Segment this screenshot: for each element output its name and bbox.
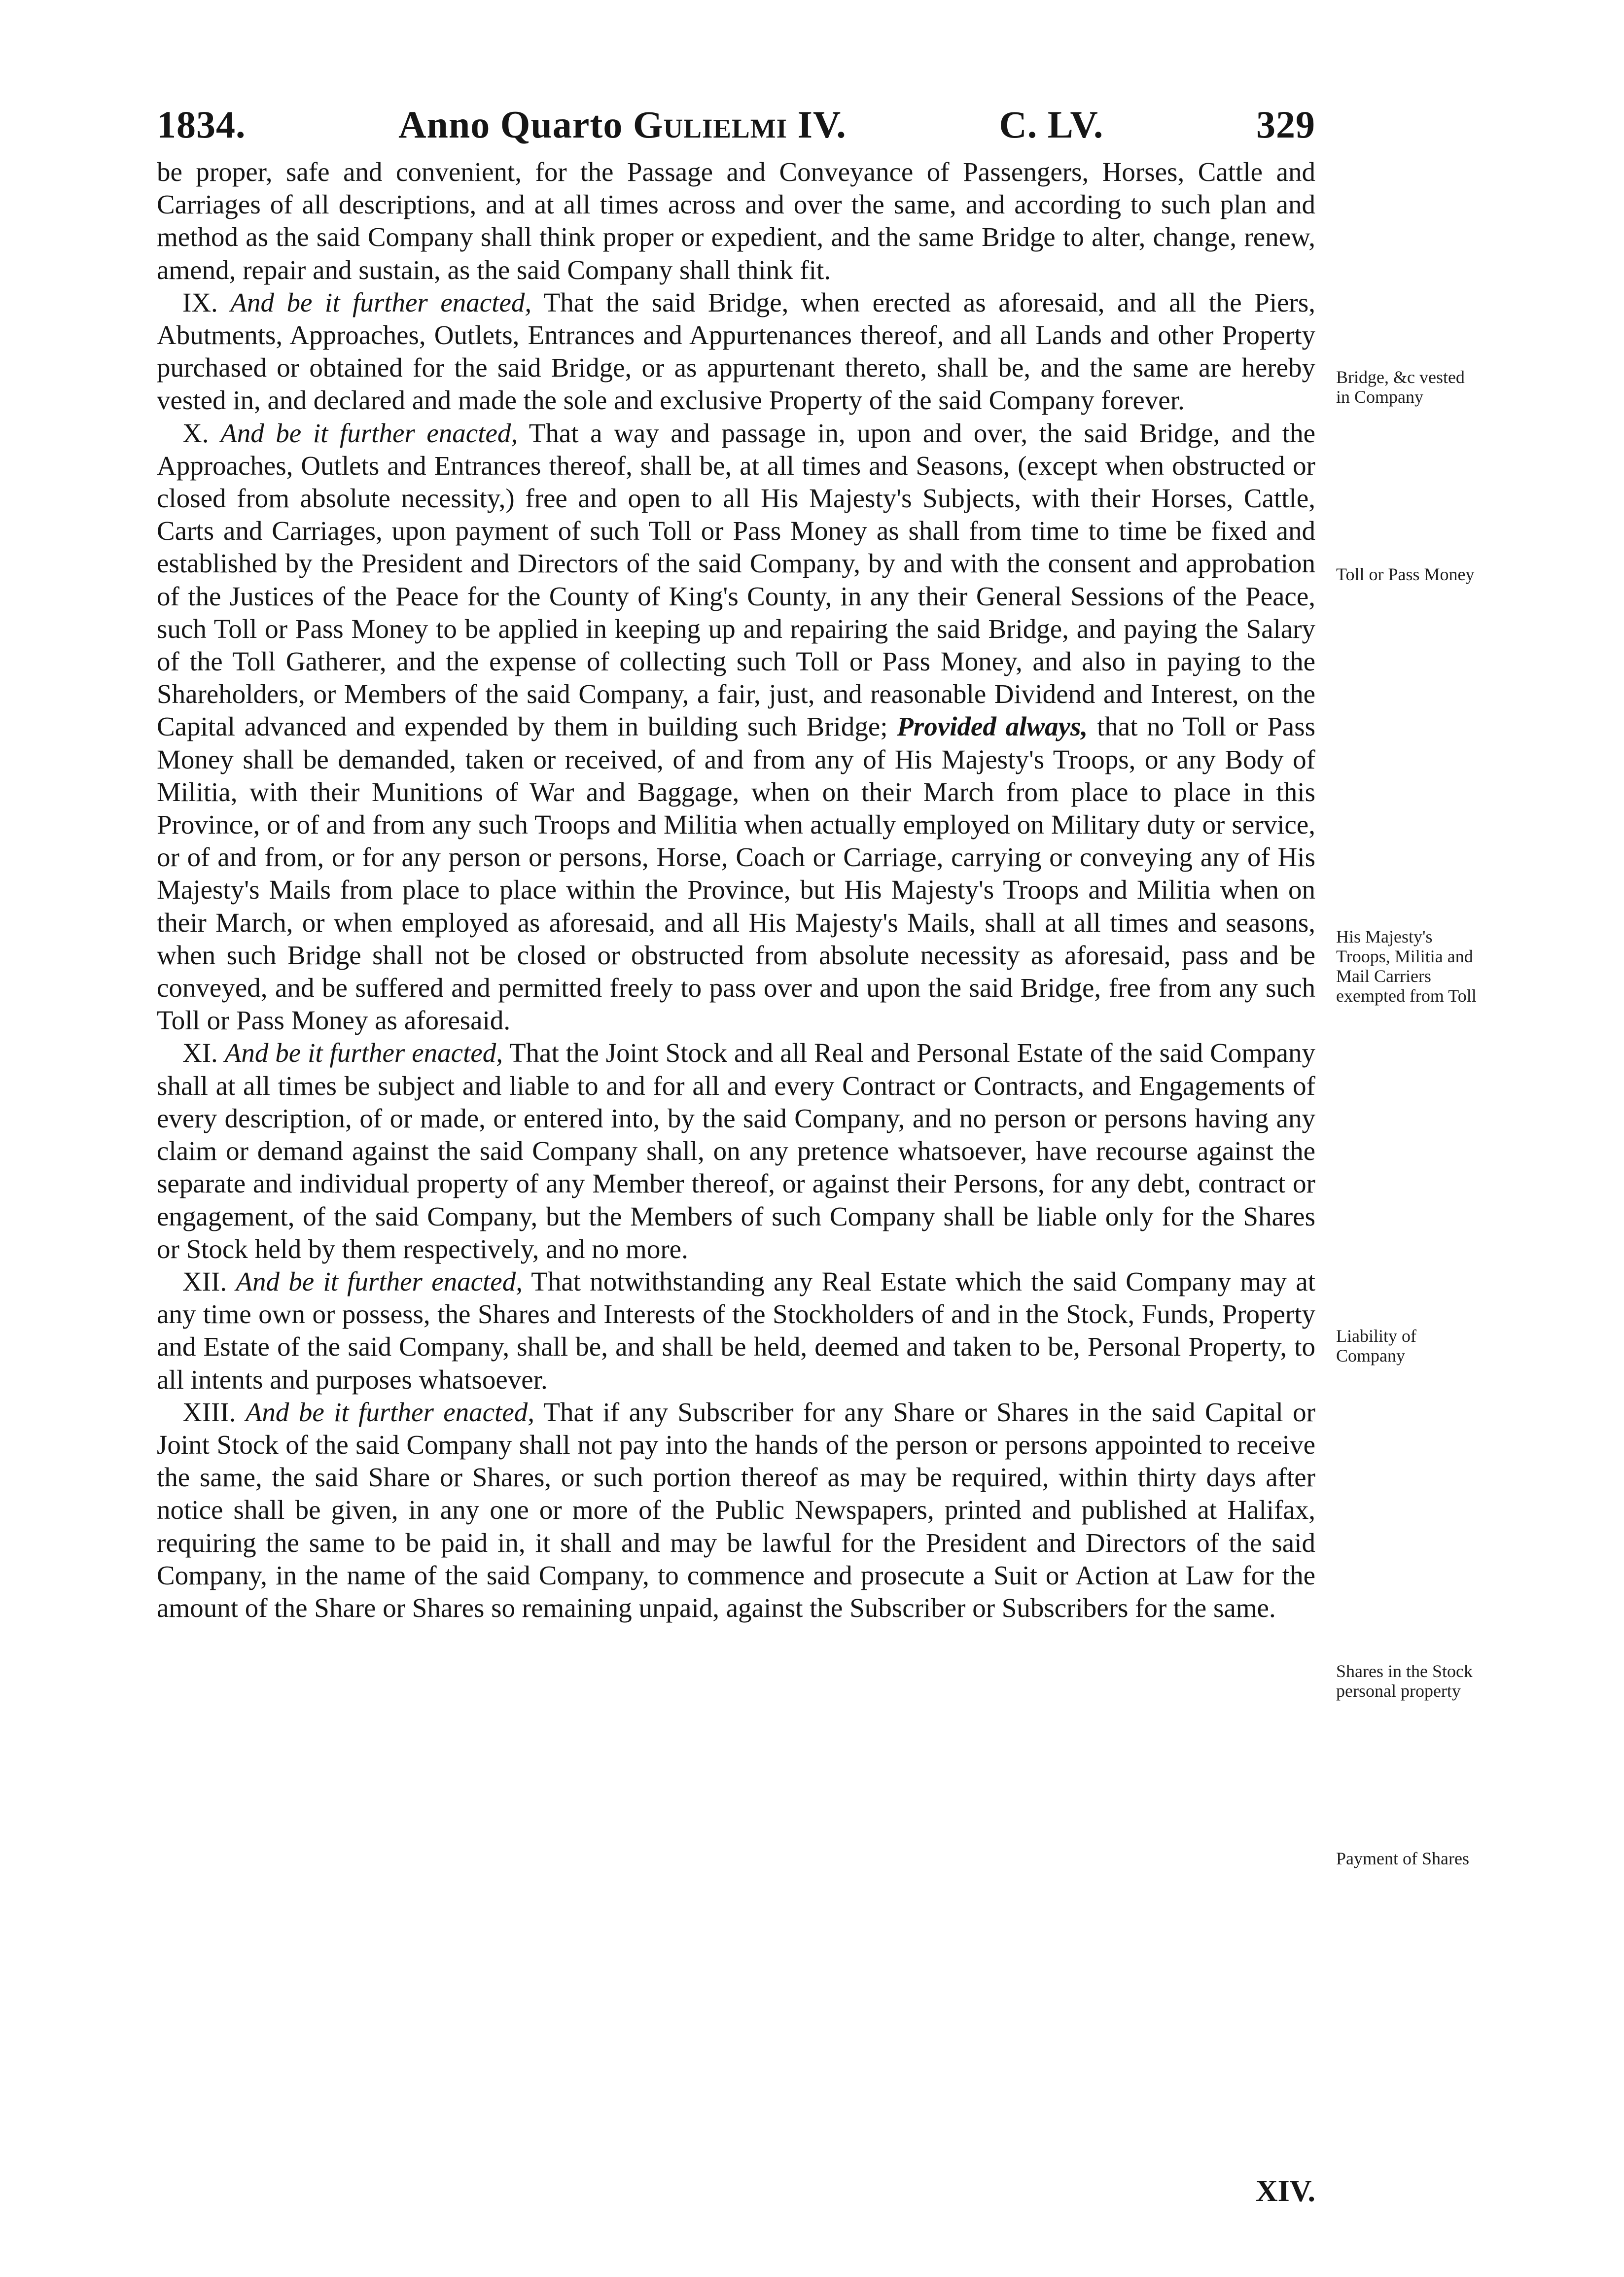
body-text [157,156,1315,1624]
enacting-clause: And be it further enacted, [230,287,532,317]
enacting-clause: And be it further enacted, [245,1397,535,1427]
enacting-clause: And be it further enacted, [236,1266,523,1296]
title-name: Gulielmi [633,103,788,146]
margin-note-liability: Liability of Company [1336,1326,1416,1366]
chapter-number: C. LV. [999,103,1104,146]
year: 1834. [157,103,246,146]
section-xii [157,1265,1315,1396]
section-number: X. [182,418,209,448]
enacting-clause: And be it further enacted, [224,1038,503,1068]
section-xi [157,1037,1315,1265]
section-number: XIII. [182,1397,236,1427]
title-suffix: IV. [797,103,847,146]
proviso-text: that no Toll or Pass Money shall be demanded, taken or received, of and from any of His Majesty's Troops, or any Body of Militia, with their Munitions of War and Baggage, when on their March from place to place in this Province, or of and from any such Troops and Militia when actually employed on Military duty or service, or of and from, or for any person or persons, Horse, Coach or Carriage, carrying or conveying any of His Majesty's Mails from place to place within the Province, but His Majesty's Troops and Militia when on their March, or when employed as aforesaid, and all His Majesty's Mails, shall at all times and seasons, when such Bridge shall not be closed or obstructed from absolute necessity as aforesaid, pass and be conveyed, and be suffered and permitted freely to pass over and upon the said Bridge, free from any such Toll or Pass Money as aforesaid. [157,711,1316,1036]
section-text: be proper, safe and convenient, for the Passage and Conveyance of Passengers, Horses, Cattle and Carriages of all descriptions, and at all times across and over the same, and according to such plan and method as the said Company shall think proper or expedient, and the same Bridge to alter, change, renew, amend, repair and sustain, as the said Company shall think fit. [157,157,1315,285]
section-ix [157,286,1315,417]
running-head [157,103,1315,147]
page-number: 329 [1256,103,1315,146]
section-text: That notwithstanding any Real Estate which the said Company may at any time own or possess, the Shares and Interests of the Stockholders of and in the Stock, Funds, Property and Estate of the said Company, shall be, and shall be held, deemed and taken to be, Personal Property, to all intents and purposes whatsoever. [157,1266,1315,1395]
catchword: XIV. [1255,2174,1315,2208]
section-text: That a way and passage in, upon and over, the said Bridge, and the Approaches, Outlets and Entrances thereof, shall be, at all times and Seasons, (except when obstructed or closed from absolute necessity,) free and open to all His Majesty's Subjects, with their Horses, Cattle, Carts and Carriages, upon payment of such Toll or Pass Money as shall from time to time be fixed and established by the President and Directors of the said Company, by and with the consent and approbation of the Justices of the Peace for the County of King's County, in any their General Sessions of the Peace, such Toll or Pass Money to be applied in keeping up and repairing the said Bridge, and paying the Salary of the Toll Gatherer, and the expense of collecting such Toll or Pass Money, and also in paying to the Shareholders, or Members of the said Company, a fair, just, and reasonable Dividend and Interest, on the Capital advanced and expended by them in building such Bridge; [157,418,1315,742]
margin-note-bridge-vested: Bridge, &c vested in Company [1336,367,1465,407]
section-continuation [157,156,1315,286]
act-title [398,103,847,147]
section-number: XI. [182,1038,218,1068]
title-prefix: Anno Quarto [398,103,623,146]
margin-note-shares-personal: Shares in the Stock personal property [1336,1661,1473,1701]
enacting-clause: And be it further enacted, [220,418,518,448]
section-text: That the said Bridge, when erected as aforesaid, and all the Piers, Abutments, Approaches, Outlets, Entrances and Appurtenances thereof, and all Lands and other Property purchased or obtained for the said Bridge, or as appurtenant thereto, shall be, and the same are hereby vested in, and declared and made the sole and exclusive Property of the said Company forever. [157,287,1316,416]
proviso-clause: Provided always, [897,711,1088,742]
section-text: That if any Subscriber for any Share or Shares in the said Capital or Joint Stock of the said Company shall not pay into the hands of the person or persons appointed to receive the same, the said Share or Shares, or such portion thereof as may be required, within thirty days after notice shall be given, in any one or more of the Public Newspapers, printed and published at Halifax, requiring the same to be paid in, it shall and may be lawful for the President and Directors of the said Company, in the name of the said Company, to commence and prosecute a Suit or Action at Law for the amount of the Share or Shares so remaining unpaid, against the Subscriber or Subscribers for the same. [157,1397,1315,1623]
section-number: XII. [182,1266,227,1296]
margin-note-toll-money: Toll or Pass Money [1336,564,1475,584]
section-xiii [157,1396,1315,1624]
margin-note-troops-exempted: His Majesty's Troops, Militia and Mail Carriers exempted from Toll [1336,927,1477,1006]
section-number: IX. [182,287,218,317]
section-x [157,417,1315,1037]
margin-note-payment-shares: Payment of Shares [1336,1849,1469,1868]
section-text: That the Joint Stock and all Real and Personal Estate of the said Company shall at all times be subject and liable to and for all and every Contract or Contracts, and Engagements of every description, of or made, or entered into, by the said Company, and no person or persons having any claim or demand against the said Company shall, on any pretence whatsoever, have recourse against the separate and individual property of any Member thereof, or against their Persons, for any debt, contract or engagement, of the said Company, but the Members of such Company shall be liable only for the Shares or Stock held by them respectively, and no more. [157,1038,1315,1264]
